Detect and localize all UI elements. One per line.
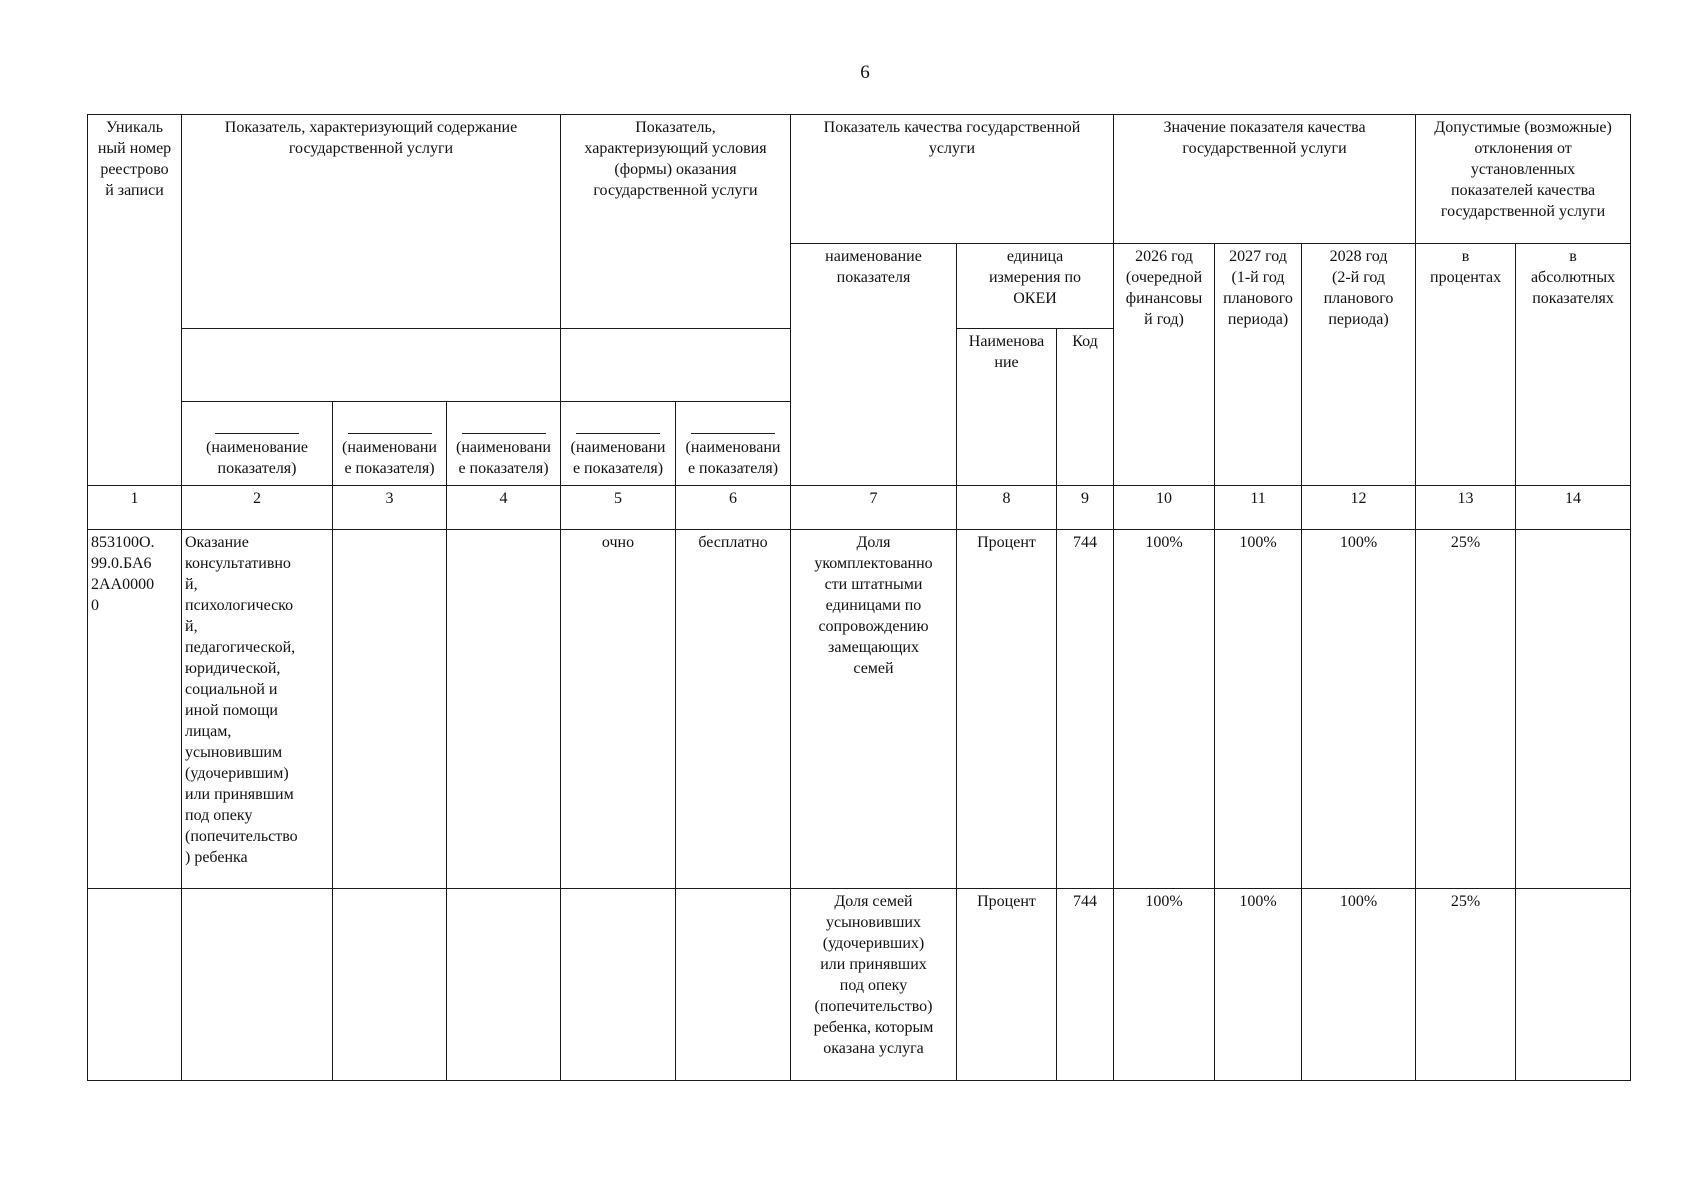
column-number: 12: [1302, 486, 1416, 530]
header-deviation-absolute: в абсолютных показателях: [1516, 244, 1631, 486]
subheader-col-6: (наименовани е показателя): [676, 402, 791, 486]
blank-line: [348, 433, 432, 434]
deviation-percent: 25%: [1416, 889, 1516, 1081]
column-number: 9: [1057, 486, 1114, 530]
service-content: Оказание консультативно й, психологическо й, педагогической, юридической, социальной и иной помощи лицам, усыновившим (удочерившим) или принявшим под опеку (попечительство ) ребенка: [182, 530, 333, 889]
deviation-absolute: [1516, 889, 1631, 1081]
column-number: 13: [1416, 486, 1516, 530]
subheader-col-3: (наименовани е показателя): [333, 402, 447, 486]
value-2027: 100%: [1215, 530, 1302, 889]
unit-code: 744: [1057, 530, 1114, 889]
content-indicator-2: [333, 530, 447, 889]
page-number: 6: [860, 62, 870, 83]
value-2028: 100%: [1302, 530, 1416, 889]
header-year-2026: 2026 год (очередной финансовы й год): [1114, 244, 1215, 486]
value-2027: 100%: [1215, 889, 1302, 1081]
quality-indicator: Доля семей усыновивших (удочеривших) или принявших под опеку (попечительство) ребенка, которым оказана услуга: [791, 889, 957, 1081]
blank-line: [691, 433, 775, 434]
header-registry-number: Уникаль ный номер реестрово й записи: [88, 115, 182, 486]
column-number: 8: [957, 486, 1057, 530]
unit-name: Процент: [957, 530, 1057, 889]
deviation-percent: 25%: [1416, 530, 1516, 889]
service-content: [182, 889, 333, 1081]
deviation-absolute: [1516, 530, 1631, 889]
header-quality-group: Показатель качества государственной услуги: [791, 115, 1114, 244]
column-number: 4: [447, 486, 561, 530]
header-year-2028: 2028 год (2-й год планового периода): [1302, 244, 1416, 486]
column-number: 11: [1215, 486, 1302, 530]
header-deviation-percent: в процентах: [1416, 244, 1516, 486]
content-indicator-2: [333, 889, 447, 1081]
blank-line: [576, 433, 660, 434]
content-indicator-3: [447, 530, 561, 889]
blank-line: [215, 433, 299, 434]
column-number: 7: [791, 486, 957, 530]
column-number: 6: [676, 486, 791, 530]
header-unit-code: Код: [1057, 329, 1114, 486]
quality-indicator: Доля укомплектованно сти штатными единицами по сопровождению замещающих семей: [791, 530, 957, 889]
subheader-col-4: (наименовани е показателя): [447, 402, 561, 486]
table-row: [88, 530, 1631, 889]
unit-code: 744: [1057, 889, 1114, 1081]
service-form: [561, 889, 676, 1081]
conditions-subheader-spacer: [561, 329, 791, 402]
column-number: 5: [561, 486, 676, 530]
column-number: 1: [88, 486, 182, 530]
subheader-col-2: (наименование показателя): [182, 402, 333, 486]
column-number-row: [88, 486, 1631, 530]
service-payment: [676, 889, 791, 1081]
blank-line: [462, 433, 546, 434]
registry-number: 853100О. 99.0.БА6 2АА0000 0: [88, 530, 182, 889]
column-number: 2: [182, 486, 333, 530]
value-2028: 100%: [1302, 889, 1416, 1081]
table-row: [88, 889, 1631, 1081]
service-payment: бесплатно: [676, 530, 791, 889]
column-number: 3: [333, 486, 447, 530]
header-value-group: Значение показателя качества государственной услуги: [1114, 115, 1416, 244]
header-unit-okei: единица измерения по ОКЕИ: [957, 244, 1114, 329]
content-subheader-spacer: [182, 329, 561, 402]
quality-indicators-table: [87, 114, 1631, 1081]
service-form: очно: [561, 530, 676, 889]
registry-number: [88, 889, 182, 1081]
subheader-col-5: (наименовани е показателя): [561, 402, 676, 486]
header-content-group: Показатель, характеризующий содержание государственной услуги: [182, 115, 561, 329]
header-year-2027: 2027 год (1-й год планового периода): [1215, 244, 1302, 486]
header-deviation-group: Допустимые (возможные) отклонения от установленных показателей качества государственной услуги: [1416, 115, 1631, 244]
column-number: 10: [1114, 486, 1215, 530]
value-2026: 100%: [1114, 889, 1215, 1081]
header-conditions-group: Показатель, характеризующий условия (формы) оказания государственной услуги: [561, 115, 791, 329]
header-unit-name: Наименова ние: [957, 329, 1057, 486]
header-indicator-name: наименование показателя: [791, 244, 957, 486]
value-2026: 100%: [1114, 530, 1215, 889]
unit-name: Процент: [957, 889, 1057, 1081]
column-number: 14: [1516, 486, 1631, 530]
content-indicator-3: [447, 889, 561, 1081]
